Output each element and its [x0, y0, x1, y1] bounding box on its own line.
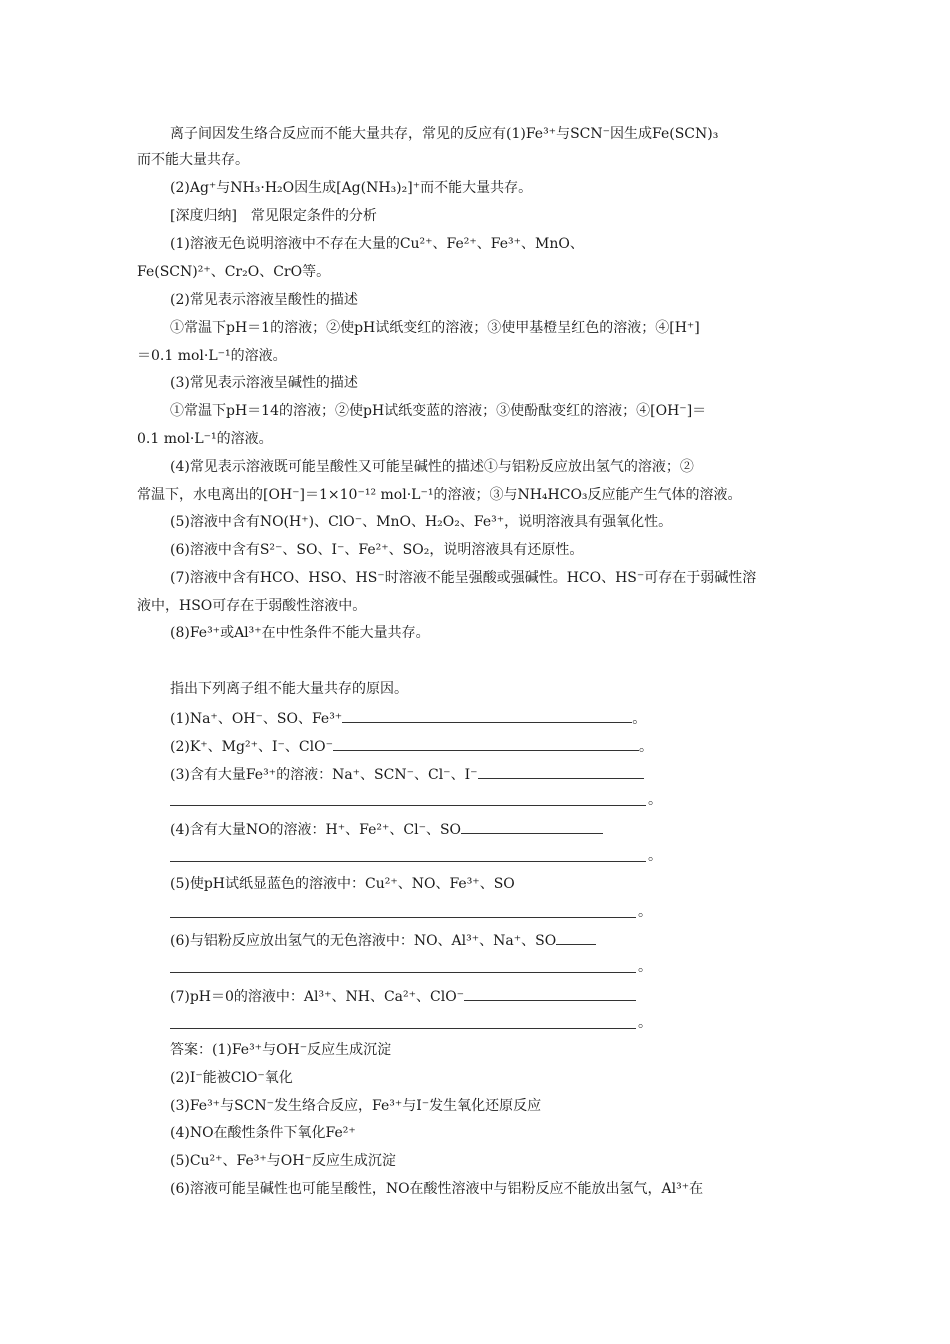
answer-blank-6a[interactable] [556, 929, 596, 945]
question-1 [170, 707, 850, 729]
summary-item-3a: ①常温下pH＝14的溶液；②使pH试纸变蓝的溶液；③使酚酞变红的溶液；④[OH⁻]＝ [170, 403, 707, 419]
question-1-period: 。 [632, 711, 647, 727]
question-2 [170, 735, 850, 757]
question-7 [170, 985, 850, 1007]
summary-item-3: (3)常见表示溶液呈碱性的描述 [170, 375, 358, 391]
question-6-text: (6)与铝粉反应放出氢气的无色溶液中：NO、Al³⁺、Na⁺、SO [170, 933, 557, 949]
question-4-period: 。 [648, 848, 662, 864]
question-2-period: 。 [638, 739, 653, 755]
answer-blank-3a[interactable] [478, 763, 644, 779]
summary-item-5: (5)溶液中含有NO(H⁺)、ClO⁻、MnO、H₂O₂、Fe³⁺，说明溶液具有强氧化性。 [170, 514, 673, 530]
answer-blank-5[interactable] [170, 916, 636, 918]
answer-blank-3b[interactable] [170, 804, 646, 806]
summary-item-8: (8)Fe³⁺或Al³⁺在中性条件不能大量共存。 [170, 625, 430, 641]
question-1-text: (1)Na⁺、OH⁻、SO、Fe³⁺ [170, 711, 343, 727]
exercise-prompt: 指出下列离子组不能大量共存的原因。 [170, 681, 408, 697]
question-7-period: 。 [638, 1015, 652, 1031]
summary-item-2: (2)常见表示溶液呈酸性的描述 [170, 292, 358, 308]
question-4 [170, 818, 850, 840]
summary-item-1b: Fe(SCN)²⁺、Cr₂O、CrO等。 [137, 264, 331, 280]
answer-4: (4)NO在酸性条件下氧化Fe²⁺ [170, 1125, 356, 1141]
question-5 [170, 874, 850, 894]
answer-blank-7a[interactable] [464, 985, 636, 1001]
question-4-text: (4)含有大量NO的溶液：H⁺、Fe²⁺、Cl⁻、SO [170, 822, 462, 838]
question-6-period: 。 [638, 959, 652, 975]
question-3-period: 。 [648, 792, 662, 808]
answer-blank-7b[interactable] [170, 1027, 636, 1029]
summary-heading: [深度归纳] 常见限定条件的分析 [170, 208, 377, 224]
summary-item-6: (6)溶液中含有S²⁻、SO、I⁻、Fe²⁺、SO₂，说明溶液具有还原性。 [170, 542, 584, 558]
summary-item-2a: ①常温下pH＝1的溶液；②使pH试纸变红的溶液；③使甲基橙呈红色的溶液；④[H⁺] [170, 320, 700, 336]
answer-2: (2)I⁻能被ClO⁻氧化 [170, 1070, 293, 1086]
answer-1: 答案：(1)Fe³⁺与OH⁻反应生成沉淀 [170, 1042, 392, 1058]
question-3 [170, 763, 850, 785]
summary-item-4b: 常温下，水电离出的[OH⁻]＝1×10⁻¹² mol·L⁻¹的溶液；③与NH₄HCO₃反应能产生气体的溶液。 [137, 487, 742, 503]
answer-6: (6)溶液可能呈碱性也可能呈酸性，NO在酸性溶液中与铝粉反应不能放出氢气，Al³⁺在 [170, 1181, 704, 1197]
question-5-text: (5)使pH试纸显蓝色的溶液中：Cu²⁺、NO、Fe³⁺、SO [170, 876, 515, 892]
question-6 [170, 929, 850, 951]
answer-blank-4b[interactable] [170, 860, 646, 862]
summary-item-1a: (1)溶液无色说明溶液中不存在大量的Cu²⁺、Fe²⁺、Fe³⁺、MnO、 [170, 236, 584, 252]
summary-item-2b: ＝0.1 mol·L⁻¹的溶液。 [137, 348, 287, 364]
question-7-text: (7)pH＝0的溶液中：Al³⁺、NH、Ca²⁺、ClO⁻ [170, 989, 465, 1005]
summary-item-7a: (7)溶液中含有HCO、HSO、HS⁻时溶液不能呈强酸或强碱性。HCO、HS⁻可存在于弱碱性溶 [170, 570, 757, 586]
answer-blank-2[interactable] [333, 735, 639, 751]
intro-line-1: 离子间因发生络合反应而不能大量共存，常见的反应有(1)Fe³⁺与SCN⁻因生成Fe(SCN)₃ [170, 126, 719, 142]
answer-3: (3)Fe³⁺与SCN⁻发生络合反应，Fe³⁺与I⁻发生氧化还原反应 [170, 1098, 542, 1114]
summary-item-3b: 0.1 mol·L⁻¹的溶液。 [137, 431, 273, 447]
question-2-text: (2)K⁺、Mg²⁺、I⁻、ClO⁻ [170, 739, 333, 755]
answer-blank-1[interactable] [342, 707, 632, 723]
intro-line-2: 而不能大量共存。 [137, 152, 249, 168]
question-3-text: (3)含有大量Fe³⁺的溶液：Na⁺、SCN⁻、Cl⁻、I⁻ [170, 767, 478, 783]
summary-item-4a: (4)常见表示溶液既可能呈酸性又可能呈碱性的描述①与铝粉反应放出氢气的溶液；② [170, 459, 694, 475]
answer-5: (5)Cu²⁺、Fe³⁺与OH⁻反应生成沉淀 [170, 1153, 396, 1169]
answer-blank-4a[interactable] [461, 818, 603, 834]
summary-item-7b: 液中，HSO可存在于弱酸性溶液中。 [137, 598, 367, 614]
intro-line-3: (2)Ag⁺与NH₃·H₂O因生成[Ag(NH₃)₂]⁺而不能大量共存。 [170, 180, 533, 196]
answer-blank-6b[interactable] [170, 971, 636, 973]
question-5-period: 。 [638, 904, 652, 920]
